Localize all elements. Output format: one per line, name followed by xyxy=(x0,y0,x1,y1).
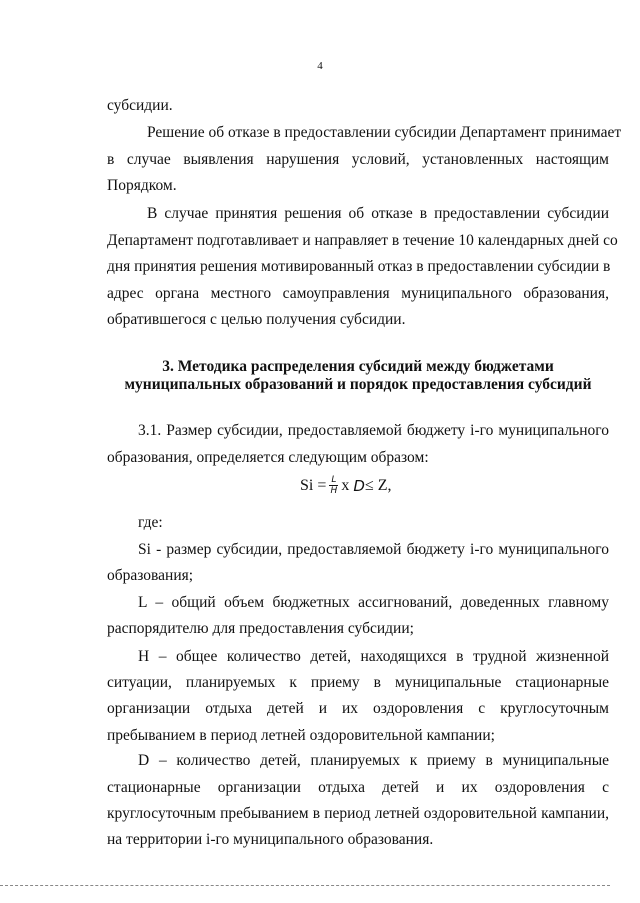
text-line: Департамент подготавливает и направляет в течение 10 календарных дней со xyxy=(107,232,618,249)
subsidy-formula xyxy=(300,475,392,496)
text-line: пребыванием в период летней оздоровительной кампании; xyxy=(107,727,495,744)
text-line: где: xyxy=(138,514,163,531)
formula-times: x xyxy=(341,476,350,494)
definition-line: H – общее количество детей, находящихся в трудной жизненной xyxy=(138,648,609,665)
page-number: 4 xyxy=(317,60,323,72)
formula-rhs: ≤ Z, xyxy=(364,476,392,494)
text-line: адрес органа местного самоуправления муниципального образования, xyxy=(107,285,609,302)
text-line: образования; xyxy=(107,567,194,584)
text-line: дня принятия решения мотивированный отказ в предоставлении субсидии в xyxy=(107,258,611,275)
text-line: распорядителю для предоставления субсидии; xyxy=(107,620,414,637)
text-line: Порядком. xyxy=(107,177,177,194)
definition-line: D – количество детей, планируемых к приему в муниципальные xyxy=(138,752,609,769)
formula-lhs: Si = xyxy=(300,476,327,494)
text-line: в случае выявления нарушения условий, установленных настоящим xyxy=(107,151,609,168)
text-line: на территории i-го муниципального образования. xyxy=(107,831,434,848)
page-bottom-rule xyxy=(0,885,610,886)
definition-line: L – общий объем бюджетных ассигнований, доведенных главному xyxy=(138,594,609,611)
definition-line: Si - размер субсидии, предоставляемой бюджету i-го муниципального xyxy=(138,541,609,558)
formula-fraction xyxy=(329,475,338,496)
text-line: круглосуточным пребыванием в период летней оздоровительной кампании, xyxy=(107,805,609,822)
formula-numerator: L xyxy=(331,475,337,485)
formula-denominator: H xyxy=(330,486,338,496)
text-line: стационарные организации отдыха детей и их оздоровления с xyxy=(107,779,609,796)
text-line: обратившегося с целью получения субсидии. xyxy=(107,311,406,328)
text-line: В случае принятия решения об отказе в предоставлении субсидии xyxy=(147,205,609,222)
text-line: ситуации, планируемых к приему в муниципальные стационарные xyxy=(107,674,609,691)
section-heading-line1: 3. Методика распределения субсидий между бюджетами xyxy=(162,358,554,375)
text-line: образования, определяется следующим образом: xyxy=(107,449,429,466)
section-heading-line2: муниципальных образований и порядок предоставления субсидий xyxy=(124,376,592,393)
text-line: организации отдыха детей и их оздоровления с круглосуточным xyxy=(107,700,609,717)
text-line: 3.1. Размер субсидии, предоставляемой бюджету i-го муниципального xyxy=(138,422,609,439)
text-line: Решение об отказе в предоставлении субсидии Департамент принимает xyxy=(147,124,622,141)
formula-var: D xyxy=(353,476,365,495)
text-line: субсидии. xyxy=(107,97,173,114)
